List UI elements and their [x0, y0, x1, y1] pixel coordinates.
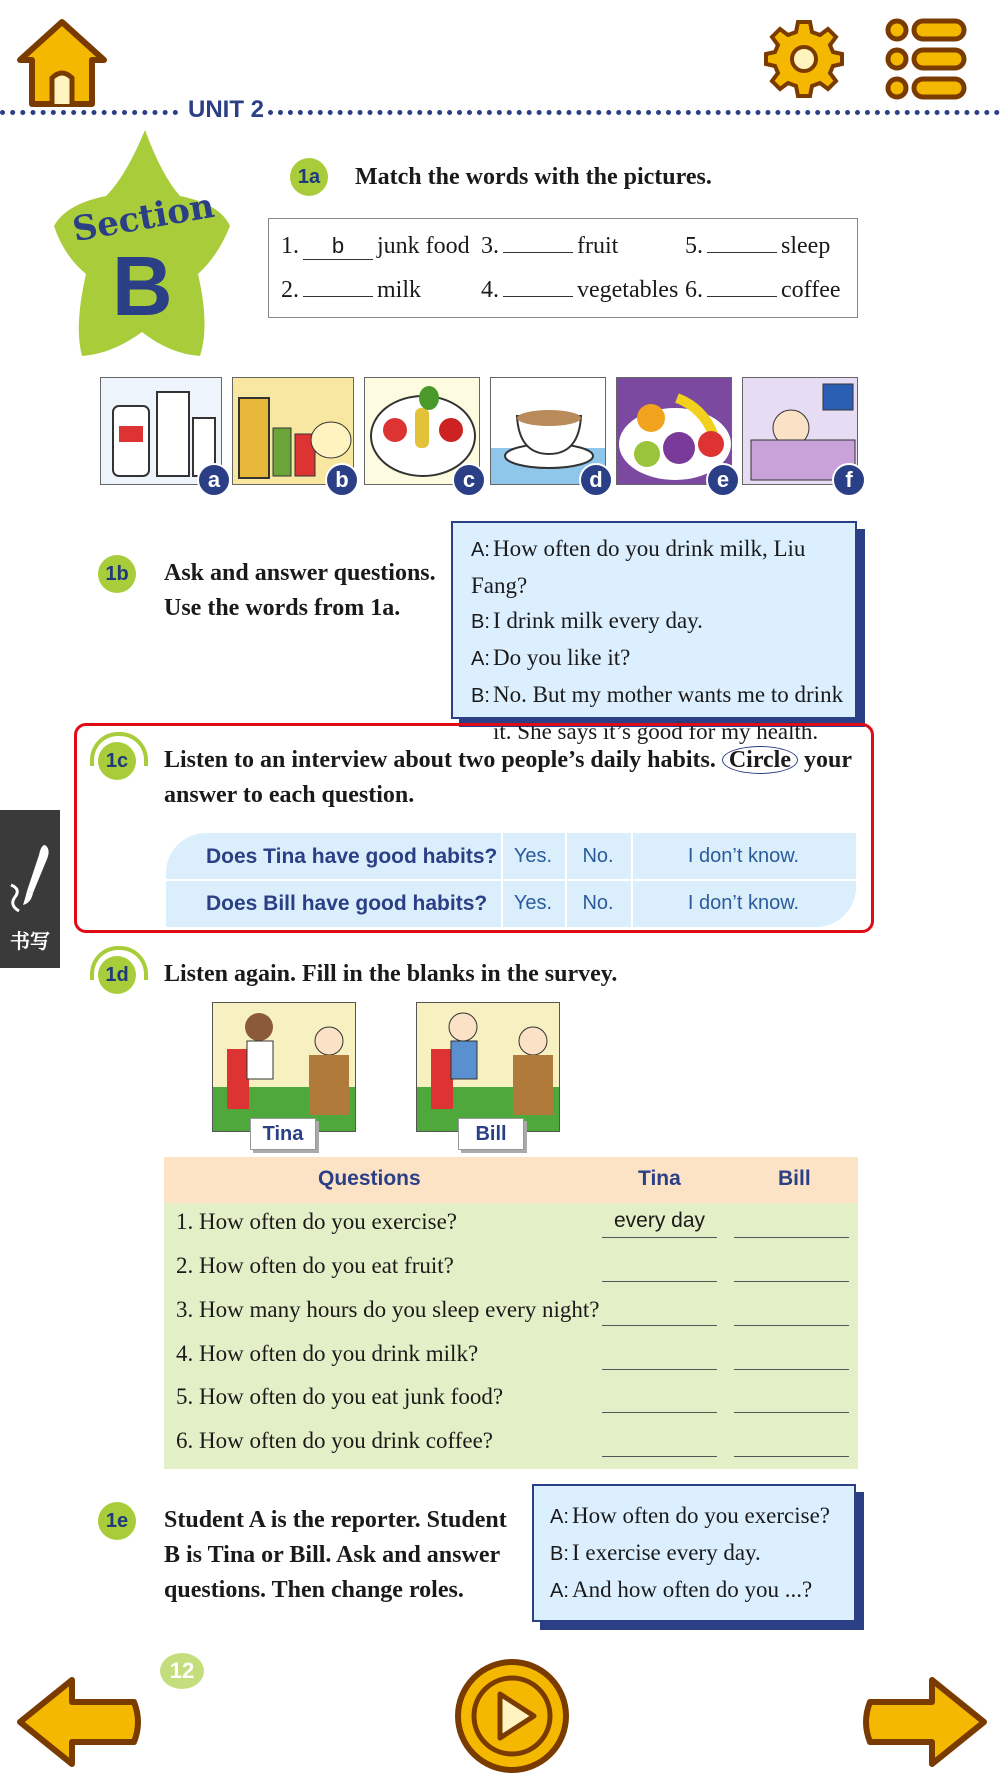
- bill-answer-blank[interactable]: [734, 1209, 849, 1238]
- answer-blank[interactable]: [303, 296, 373, 297]
- tina-answer-blank[interactable]: [602, 1384, 717, 1413]
- next-page-button[interactable]: [858, 1672, 990, 1772]
- settings-button[interactable]: [764, 18, 844, 98]
- instruction-1e-line2: B is Tina or Bill. Ask and answer: [164, 1542, 501, 1568]
- dialog-line: A: How often do you exercise?: [550, 1503, 831, 1528]
- arrow-left-icon: [14, 1672, 146, 1772]
- match-box: [268, 218, 858, 318]
- answer-blank[interactable]: [707, 252, 777, 253]
- match-item: 4. vegetables: [481, 277, 679, 303]
- unit-label: UNIT 2: [188, 96, 265, 123]
- instruction-1c-line2: answer to each question.: [164, 782, 415, 808]
- dialog-line: B: I drink milk every day.: [471, 608, 703, 633]
- row-divider: [166, 879, 856, 881]
- answer-blank[interactable]: b: [303, 233, 373, 260]
- instruction-1a: Match the words with the pictures.: [355, 164, 712, 190]
- write-tool-label: 书写: [10, 929, 50, 953]
- exercise-badge-1e: 1e: [98, 1502, 136, 1540]
- dialog-box-1b: [451, 521, 857, 744]
- option-yes[interactable]: Yes.: [513, 845, 553, 867]
- table-row: [166, 880, 856, 927]
- circle-word: Circle: [722, 746, 798, 774]
- name-tag-tina: Tina: [250, 1118, 316, 1150]
- tina-answer-blank[interactable]: [602, 1341, 717, 1370]
- survey-question: 2. How often do you eat fruit?: [176, 1253, 454, 1278]
- survey-question: 4. How often do you drink milk?: [176, 1341, 479, 1366]
- name-tag-bill: Bill: [458, 1118, 524, 1150]
- match-item: 5. sleep: [685, 233, 831, 259]
- tina-answer-blank[interactable]: [602, 1253, 717, 1282]
- survey-table: [164, 1157, 858, 1469]
- picture-letter-c: c: [452, 463, 486, 497]
- question-text: Does Tina have good habits?: [206, 844, 498, 868]
- instruction-1c-line1: Listen to an interview about two people’s daily habits. Circle your: [164, 747, 853, 773]
- exercise-badge-1b: 1b: [98, 555, 136, 593]
- picture-letter-d: d: [579, 463, 613, 497]
- table-row: [166, 833, 856, 880]
- header-bill: Bill: [778, 1167, 811, 1190]
- col-divider: [565, 833, 567, 927]
- arrow-right-icon: [858, 1672, 990, 1772]
- play-audio-button[interactable]: [452, 1656, 572, 1776]
- bill-answer-blank[interactable]: [734, 1428, 849, 1457]
- section-b-star: [50, 126, 235, 366]
- survey-question: 1. How often do you exercise?: [176, 1209, 458, 1234]
- option-no[interactable]: No.: [582, 892, 614, 914]
- picture-letter-b: b: [325, 463, 359, 497]
- header-questions: Questions: [318, 1167, 421, 1190]
- picture-bill-interview: [416, 1002, 560, 1132]
- exercise-badge-1d: 1d: [98, 956, 136, 994]
- listening-question-table: [166, 833, 856, 927]
- option-yes[interactable]: Yes.: [513, 892, 553, 914]
- play-icon: [452, 1656, 572, 1776]
- page-number: 12: [160, 1653, 204, 1689]
- picture-letter-e: e: [706, 463, 740, 497]
- tina-answer-blank[interactable]: every day: [602, 1209, 717, 1238]
- answer-blank[interactable]: [707, 296, 777, 297]
- header-tina: Tina: [638, 1167, 681, 1190]
- tina-answer-blank[interactable]: [602, 1297, 717, 1326]
- bill-answer-blank[interactable]: [734, 1253, 849, 1282]
- bill-answer-blank[interactable]: [734, 1297, 849, 1326]
- answer-blank[interactable]: [503, 252, 573, 253]
- match-item: 6. coffee: [685, 277, 841, 303]
- survey-question: 3. How many hours do you sleep every night?: [176, 1297, 600, 1322]
- header-divider-right: [268, 110, 1000, 115]
- gear-icon: [764, 18, 844, 98]
- picture-tina-interview: [212, 1002, 356, 1132]
- bill-answer-blank[interactable]: [734, 1341, 849, 1370]
- match-item: 2. milk: [281, 277, 422, 303]
- list-menu-icon: [884, 16, 968, 102]
- dialog-line: A: Do you like it?: [471, 645, 631, 670]
- answer-blank[interactable]: [503, 296, 573, 297]
- header-divider-left: [0, 110, 178, 115]
- dialog-line: B: No. But my mother wants me to drink: [471, 682, 844, 707]
- tina-answer-blank[interactable]: [602, 1428, 717, 1457]
- col-divider: [501, 833, 503, 927]
- dialog-line: B: I exercise every day.: [550, 1540, 761, 1565]
- option-dont-know[interactable]: I don’t know.: [687, 892, 800, 914]
- bill-answer-blank[interactable]: [734, 1384, 849, 1413]
- prev-page-button[interactable]: [14, 1672, 146, 1772]
- instruction-1d: Listen again. Fill in the blanks in the survey.: [164, 961, 618, 987]
- instruction-1b-line2: Use the words from 1a.: [164, 595, 401, 621]
- instruction-1e-line1: Student A is the reporter. Student: [164, 1507, 507, 1533]
- home-icon: [14, 16, 110, 112]
- survey-header: [164, 1157, 858, 1203]
- match-item: 3. fruit: [481, 233, 619, 259]
- exercise-badge-1a: 1a: [290, 158, 328, 196]
- section-letter: B: [112, 239, 173, 333]
- question-text: Does Bill have good habits?: [206, 891, 488, 915]
- exercise-badge-1c: 1c: [98, 742, 136, 780]
- brush-icon: [7, 841, 53, 921]
- option-dont-know[interactable]: I don’t know.: [687, 845, 800, 867]
- col-divider: [631, 833, 633, 927]
- dialog-box-1e: [532, 1484, 856, 1622]
- menu-button[interactable]: [884, 16, 968, 102]
- survey-question: 6. How often do you drink coffee?: [176, 1428, 494, 1453]
- instruction-1e-line3: questions. Then change roles.: [164, 1577, 464, 1603]
- instruction-1b-line1: Ask and answer questions.: [164, 560, 436, 586]
- dialog-line: it. She says it’s good for my health.: [493, 719, 819, 744]
- picture-letter-f: f: [832, 463, 866, 497]
- match-item: 1. b junk food: [281, 233, 470, 259]
- write-tool-button[interactable]: [0, 810, 60, 968]
- picture-letter-a: a: [197, 463, 231, 497]
- dialog-line: A: How often do you drink milk, Liu Fang?: [471, 536, 806, 598]
- dialog-line: A: And how often do you ...?: [550, 1577, 813, 1602]
- survey-question: 5. How often do you eat junk food?: [176, 1384, 504, 1409]
- option-no[interactable]: No.: [582, 845, 614, 867]
- section-word: Section: [69, 185, 218, 251]
- home-button[interactable]: [14, 16, 110, 112]
